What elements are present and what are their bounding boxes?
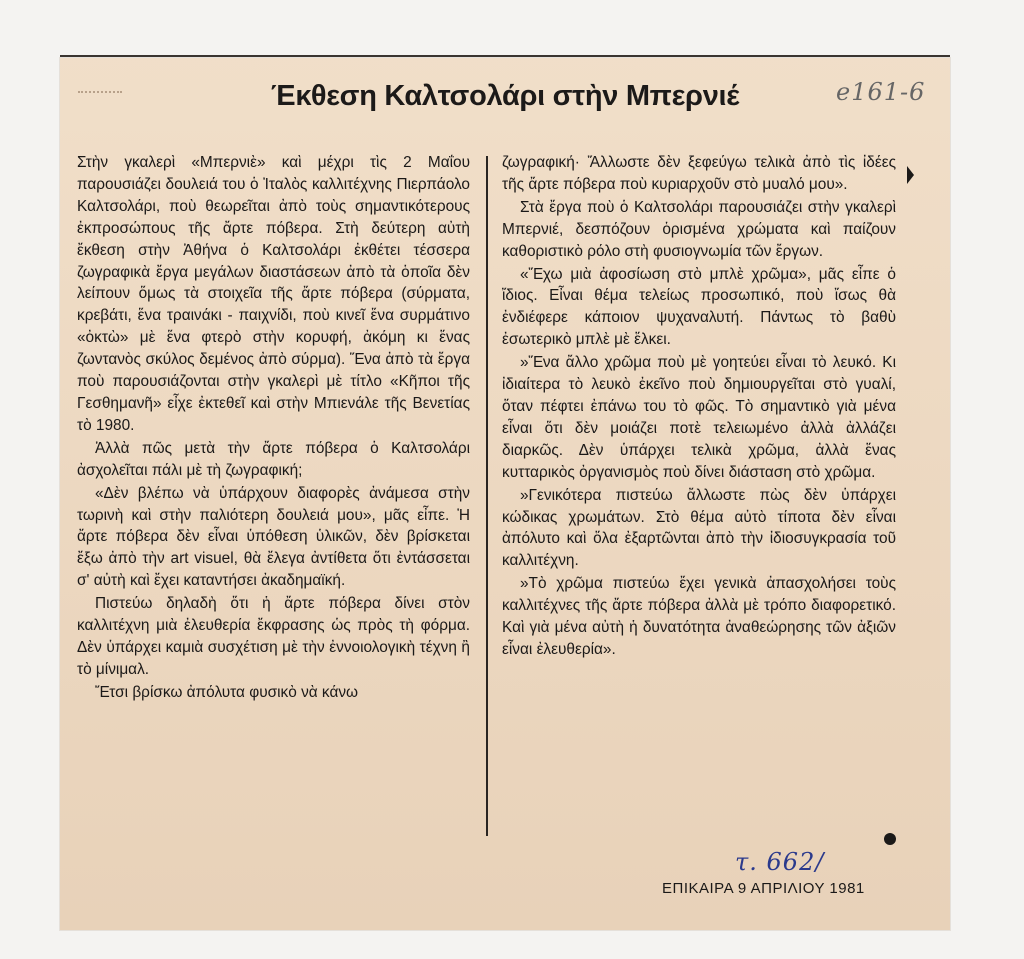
- right-paragraph-3: «Ἔχω μιὰ ἀφοσίωση στὸ μπλὲ χρῶμα», μᾶς εἶπε ὁ ἴδιος. Εἶναι θέμα τελείως προσωπικό, ποὺ ἴσως θὰ ἐνδιέφερε κάποιον ψυχαναλυτή. Πάντως τὸ βαθὺ ἐσωτερικὸ μπλὲ μὲ ἕλκει.: [502, 265, 896, 349]
- column-divider: [486, 156, 488, 836]
- left-paragraph-3: «Δὲν βλέπω νὰ ὑπάρχουν διαφορὲς ἀνάμεσα στὴν τωρινὴ καὶ στὴν παλιότερη δουλειά μου», μᾶς εἶπε. Ἡ ἄρτε πόβερα δὲν εἶναι ὑπόθεση ὑλικῶν, δὲν βρίσκεται ἔξω ἀπὸ τὴν art visuel, θὰ ἔλεγα ἀντίθετα ὅτι ἐντάσσεται σ' αὐτὴ καὶ ἔχει καταντήσει ἀκαδημαϊκή.: [77, 484, 470, 590]
- article-title: Έκθεση Καλτσολάρι στὴν Μπερνιέ: [270, 80, 740, 112]
- handwritten-reference: τ. 662/: [735, 848, 825, 876]
- archive-code-handwritten: e161-6: [836, 78, 926, 106]
- clipping-top-rule: [60, 55, 950, 57]
- left-paragraph-4: Πιστεύω δηλαδὴ ὅτι ἡ ἄρτε πόβερα δίνει στὸν καλλιτέχνη μιὰ ἐλευθερία ἔκφρασης ὡς πρὸς τὴ φόρμα. Δὲν ὑπάρχει καμιὰ συσχέτιση μὲ τὴν ἐννοιολογικὴ τέχνη ἢ τὸ μίνιμαλ.: [77, 595, 470, 678]
- right-paragraph-6: »Τὸ χρῶμα πιστεύω ἔχει γενικὰ ἀπασχολήσει τοὺς καλλιτέχνες τῆς ἄρτε πόβερα ἀλλὰ μὲ τρόπο διαφορετικό. Καὶ γιὰ μένα αὐτὴ ἡ δυνατότητα ἀναθεώρησης τῶν ἀξιῶν εἶναι ἐλευθερία».: [502, 575, 896, 658]
- pencil-mark: [78, 91, 122, 99]
- left-paragraph-2: Ἀλλὰ πῶς μετὰ τὴν ἄρτε πόβερα ὁ Καλτσολάρι ἀσχολεῖται πάλι μὲ τὴ ζωγραφική;: [77, 439, 470, 479]
- right-paragraph-5: »Γενικότερα πιστεύω ἄλλωστε πὼς δὲν ὑπάρχει κώδικας χρωμάτων. Στὸ θέμα αὐτὸ τίποτα δὲν εἶναι ἀπόλυτο καὶ ὅλα ἐξαρτῶνται ἀπὸ τὴν ἰδιοσυγκρασία τοῦ καλλιτέχνη.: [502, 486, 896, 570]
- end-of-article-dot-icon: [884, 833, 896, 845]
- right-paragraph-2: Στὰ ἔργα ποὺ ὁ Καλτσολάρι παρουσιάζει στὴν γκαλερὶ Μπερνιέ, δεσπόζουν ὁρισμένα χρώματα καὶ παίζουν καθοριστικὸ ρόλο στὴ φυσιογνωμία τῶν ἔργων.: [502, 198, 896, 260]
- right-text-column: [502, 152, 896, 662]
- right-paragraph-4: »Ἕνα ἄλλο χρῶμα ποὺ μὲ γοητεύει εἶναι τὸ λευκό. Κι ἰδιαίτερα τὸ λευκὸ ἐκεῖνο ποὺ δημιουργεῖται στὸ γυαλί, ὅταν πέφτει ἐπάνω του τὸ φῶς. Τὸ σημαντικὸ γιὰ μένα εἶναι ὅτι δὲν μοιάζει ποτὲ τελειωμένο ἀλλὰ ἀλλάζει διαρκῶς. Δὲν ὑπάρχει τελικὰ χρῶμα, ἀλλὰ ἕνας κυτταρικὸς ὀργανισμὸς ποὺ δίνει διάσταση στὸ χρῶμα.: [502, 354, 896, 481]
- left-paragraph-5: Ἔτσι βρίσκω ἀπόλυτα φυσικὸ νὰ κάνω: [95, 683, 359, 701]
- continuation-arrow-icon: [907, 166, 914, 184]
- right-paragraph-1: ζωγραφική· Ἄλλωστε δὲν ξεφεύγω τελικὰ ἀπὸ τὶς ἰδέες τῆς ἄρτε πόβερα ποὺ κυριαρχοῦν στὸ μυαλό μου».: [502, 154, 896, 193]
- source-publication-line: ΕΠΙΚΑΙΡΑ 9 ΑΠΡΙΛΙΟΥ 1981: [662, 880, 865, 897]
- left-text-column: [77, 152, 470, 705]
- left-paragraph-1: Στὴν γκαλερὶ «Μπερνιὲ» καὶ μέχρι τὶς 2 Μαΐου παρουσιάζει δουλειά του ὁ Ἰταλὸς καλλιτέχνης Πιερπάολο Καλτσολάρι, ποὺ θεωρεῖται ἀπὸ τοὺς σημαντικότερους ἐκπροσώπους τῆς ἄρτε πόβερα. Στὴ δεύτερη αὐτὴ ἔκθεση στὴν Ἀθήνα ὁ Καλτσολάρι ἐκθέτει τέσσερα ζωγραφικὰ ἔργα μεγάλων διαστάσεων ἀπὸ τὰ ὁποῖα δὲν λείπουν ὅμως τὰ στοιχεῖα τῆς ἄρτε πόβερα (σύρματα, κρεβάτι, ἕνα τραινάκι - παιχνίδι, ποὺ κινεῖ ἕνα συρμάτινο «ὀκτὼ» μὲ ἕνα φτερὸ στὴν κορυφή, ἀκόμη κι ἕνας ζωντανὸς σκύλος δεμένος ἀπὸ σύρμα). Ἕνα ἀπὸ τὰ ἔργα ποὺ παρουσιάζονται στὴν γκαλερὶ μὲ τίτλο «Κῆποι τῆς Γεσθημανῆ» εἶχε ἐκτεθεῖ καὶ στὴν Μπιενάλε τῆς Βενετίας τὸ 1980.: [77, 154, 470, 434]
